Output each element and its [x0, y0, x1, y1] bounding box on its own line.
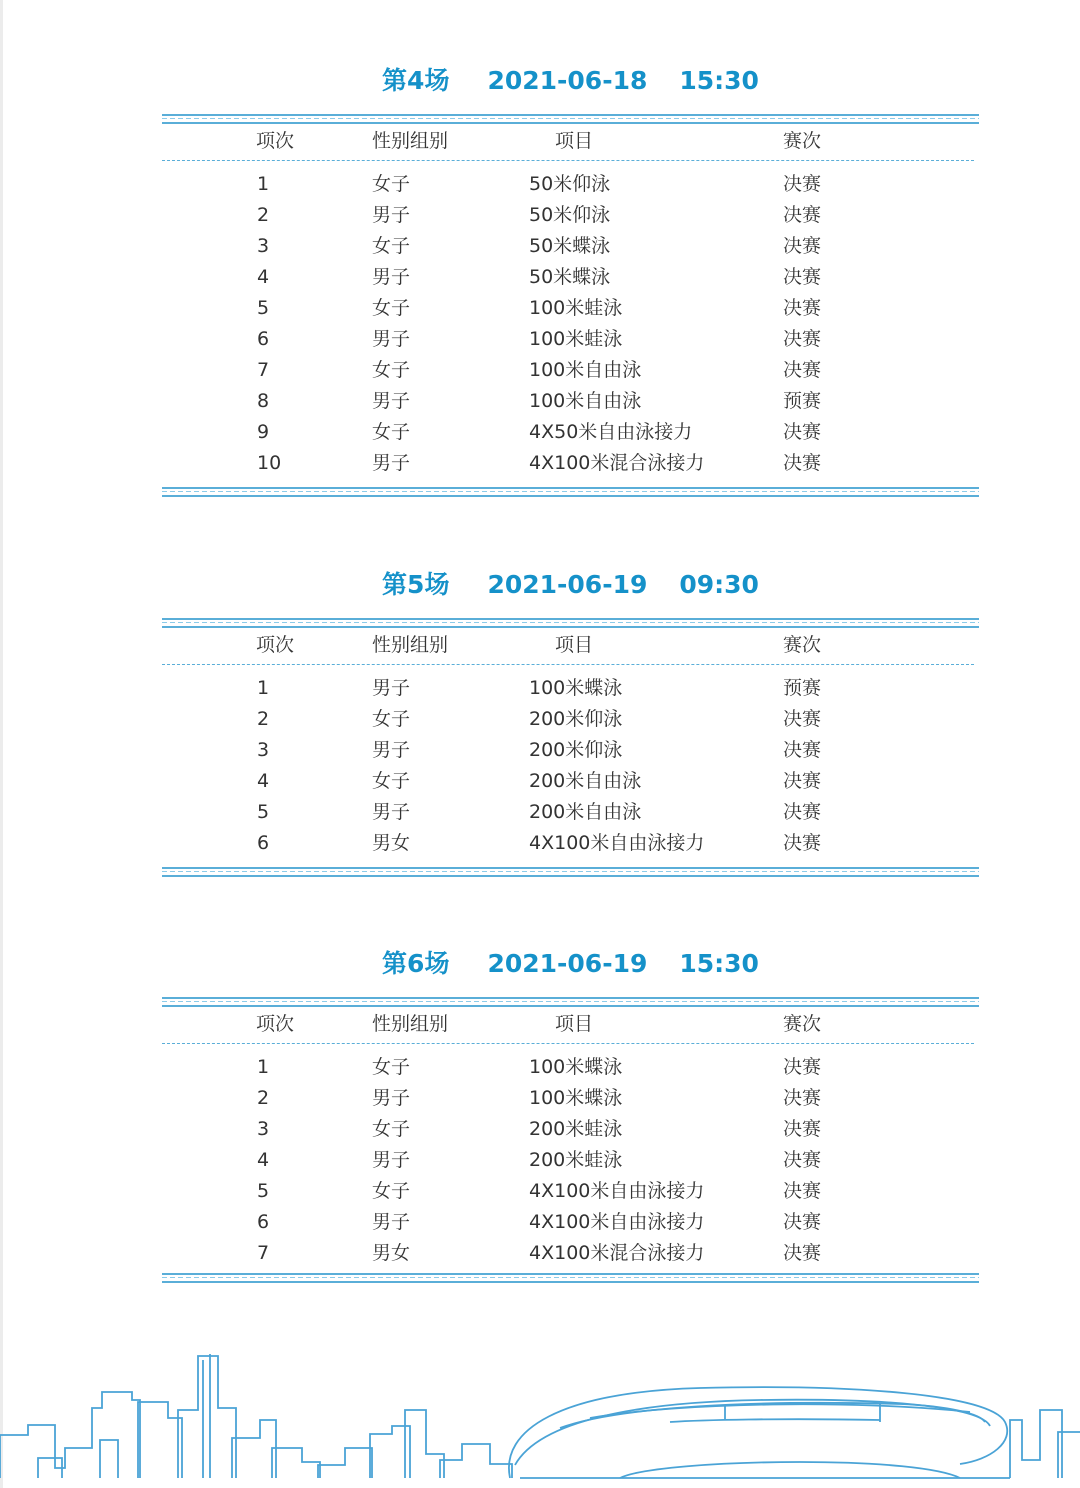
- cell-gender: 女子: [372, 359, 411, 381]
- cell-no: 7: [257, 359, 270, 381]
- table-row: [162, 1052, 979, 1083]
- cell-round: 决赛: [783, 1056, 822, 1078]
- page-edge: [0, 0, 3, 1488]
- cell-round: 决赛: [783, 1211, 822, 1233]
- cell-event: 4X100米自由泳接力: [529, 1211, 705, 1233]
- cell-event: 50米蝶泳: [529, 266, 611, 288]
- session-date: 2021-06-18: [487, 66, 648, 95]
- table-row: [162, 735, 979, 766]
- cell-gender: 男子: [372, 677, 411, 699]
- cell-round: 决赛: [783, 1118, 822, 1140]
- cell-round: 预赛: [783, 677, 822, 699]
- cell-gender: 男子: [372, 266, 411, 288]
- table-row: [162, 231, 979, 262]
- cell-event: 4X50米自由泳接力: [529, 421, 693, 443]
- cell-no: 1: [257, 677, 270, 699]
- table-top-rule: [162, 997, 979, 1007]
- header-gender: 性别组别: [372, 1013, 449, 1035]
- header-round: 赛次: [783, 1013, 822, 1035]
- table-bottom-rule: [162, 867, 979, 877]
- table-row: [162, 1207, 979, 1238]
- cell-event: 100米自由泳: [529, 390, 642, 412]
- session-name: 第5场: [382, 570, 450, 599]
- cell-round: 决赛: [783, 801, 822, 823]
- session-date: 2021-06-19: [487, 949, 648, 978]
- session-block: [162, 942, 979, 1282]
- table-row: [162, 355, 979, 386]
- table-row: [162, 673, 979, 704]
- cell-round: 决赛: [783, 1180, 822, 1202]
- cell-no: 5: [257, 1180, 270, 1202]
- table-row: [162, 386, 979, 417]
- header-divider: [162, 160, 974, 161]
- cell-gender: 女子: [372, 1118, 411, 1140]
- table-row: [162, 1145, 979, 1176]
- cell-gender: 男子: [372, 328, 411, 350]
- cell-event: 4X100米混合泳接力: [529, 452, 705, 474]
- cell-round: 决赛: [783, 1087, 822, 1109]
- session-time: 15:30: [679, 66, 759, 95]
- table-bottom-rule: [162, 487, 979, 497]
- table-header: [162, 630, 979, 661]
- cell-event: 100米蛙泳: [529, 328, 623, 350]
- header-gender: 性别组别: [372, 634, 449, 656]
- cell-round: 决赛: [783, 1242, 822, 1264]
- session-name: 第4场: [382, 66, 450, 95]
- table-row: [162, 417, 979, 448]
- cell-no: 10: [257, 452, 282, 474]
- header-no: 项次: [256, 130, 295, 152]
- table-header: [162, 126, 979, 157]
- header-no: 项次: [256, 634, 295, 656]
- cell-event: 50米仰泳: [529, 204, 611, 226]
- cell-round: 决赛: [783, 297, 822, 319]
- session-date: 2021-06-19: [487, 570, 648, 599]
- cell-gender: 男子: [372, 452, 411, 474]
- cell-gender: 男女: [372, 832, 411, 854]
- table-top-rule: [162, 618, 979, 628]
- cell-event: 200米仰泳: [529, 739, 623, 761]
- session-name: 第6场: [382, 949, 450, 978]
- header-event: 项目: [555, 634, 594, 656]
- cell-round: 预赛: [783, 390, 822, 412]
- cell-event: 4X100米混合泳接力: [529, 1242, 705, 1264]
- header-event: 项目: [555, 1013, 594, 1035]
- table-row: [162, 1083, 979, 1114]
- cell-no: 1: [257, 1056, 270, 1078]
- table-row: [162, 262, 979, 293]
- table-row: [162, 448, 979, 479]
- header-round: 赛次: [783, 634, 822, 656]
- cell-event: 50米仰泳: [529, 173, 611, 195]
- session-time: 09:30: [679, 570, 759, 599]
- cell-event: 200米仰泳: [529, 708, 623, 730]
- cell-event: 4X100米自由泳接力: [529, 832, 705, 854]
- cell-no: 4: [257, 266, 270, 288]
- cell-round: 决赛: [783, 1149, 822, 1171]
- table-header: [162, 1009, 979, 1040]
- cell-no: 2: [257, 708, 270, 730]
- stadium: [509, 1387, 1010, 1478]
- cell-event: 200米蛙泳: [529, 1118, 623, 1140]
- cell-round: 决赛: [783, 359, 822, 381]
- cell-gender: 女子: [372, 770, 411, 792]
- cell-round: 决赛: [783, 235, 822, 257]
- cell-round: 决赛: [783, 266, 822, 288]
- cell-no: 2: [257, 204, 270, 226]
- cell-no: 7: [257, 1242, 270, 1264]
- table-row: [162, 766, 979, 797]
- table-row: [162, 797, 979, 828]
- cell-no: 1: [257, 173, 270, 195]
- cell-event: 100米蝶泳: [529, 1056, 623, 1078]
- cell-round: 决赛: [783, 328, 822, 350]
- table-row: [162, 704, 979, 735]
- skyline-illustration: [0, 1330, 1080, 1488]
- cell-gender: 男子: [372, 801, 411, 823]
- header-event: 项目: [555, 130, 594, 152]
- session-block: [162, 59, 979, 499]
- cell-gender: 女子: [372, 297, 411, 319]
- cell-gender: 男子: [372, 1087, 411, 1109]
- cell-no: 6: [257, 1211, 270, 1233]
- city-buildings: [0, 1354, 1080, 1478]
- header-round: 赛次: [783, 130, 822, 152]
- session-title: [162, 563, 979, 607]
- session-title: [162, 942, 979, 986]
- header-no: 项次: [256, 1013, 295, 1035]
- table-row: [162, 1176, 979, 1207]
- cell-no: 3: [257, 1118, 270, 1140]
- cell-round: 决赛: [783, 708, 822, 730]
- cell-round: 决赛: [783, 421, 822, 443]
- cell-round: 决赛: [783, 204, 822, 226]
- table-row: [162, 200, 979, 231]
- cell-gender: 男子: [372, 1149, 411, 1171]
- cell-no: 5: [257, 801, 270, 823]
- cell-no: 4: [257, 1149, 270, 1171]
- cell-event: 100米自由泳: [529, 359, 642, 381]
- cell-event: 200米自由泳: [529, 770, 642, 792]
- table-row: [162, 1114, 979, 1145]
- cell-event: 200米蛙泳: [529, 1149, 623, 1171]
- header-divider: [162, 664, 974, 665]
- cell-no: 4: [257, 770, 270, 792]
- cell-no: 6: [257, 328, 270, 350]
- cell-no: 3: [257, 739, 270, 761]
- table-top-rule: [162, 114, 979, 124]
- session-time: 15:30: [679, 949, 759, 978]
- cell-gender: 女子: [372, 173, 411, 195]
- table-bottom-rule: [162, 1273, 979, 1283]
- table-row: [162, 169, 979, 200]
- cell-gender: 女子: [372, 421, 411, 443]
- session-title: [162, 59, 979, 103]
- cell-event: 4X100米自由泳接力: [529, 1180, 705, 1202]
- cell-no: 6: [257, 832, 270, 854]
- cell-no: 3: [257, 235, 270, 257]
- cell-round: 决赛: [783, 739, 822, 761]
- cell-gender: 女子: [372, 708, 411, 730]
- table-row: [162, 324, 979, 355]
- cell-gender: 女子: [372, 235, 411, 257]
- header-divider: [162, 1043, 974, 1044]
- cell-event: 50米蝶泳: [529, 235, 611, 257]
- cell-gender: 男女: [372, 1242, 411, 1264]
- cell-round: 决赛: [783, 173, 822, 195]
- session-block: [162, 563, 979, 877]
- cell-gender: 男子: [372, 390, 411, 412]
- cell-round: 决赛: [783, 770, 822, 792]
- cell-no: 2: [257, 1087, 270, 1109]
- cell-event: 200米自由泳: [529, 801, 642, 823]
- cell-event: 100米蛙泳: [529, 297, 623, 319]
- cell-gender: 男子: [372, 204, 411, 226]
- cell-gender: 男子: [372, 1211, 411, 1233]
- header-gender: 性别组别: [372, 130, 449, 152]
- cell-event: 100米蝶泳: [529, 677, 623, 699]
- cell-gender: 男子: [372, 739, 411, 761]
- cell-no: 8: [257, 390, 270, 412]
- table-row: [162, 828, 979, 859]
- cell-round: 决赛: [783, 452, 822, 474]
- cell-no: 9: [257, 421, 270, 443]
- cell-event: 100米蝶泳: [529, 1087, 623, 1109]
- cell-gender: 女子: [372, 1180, 411, 1202]
- table-row: [162, 293, 979, 324]
- cell-round: 决赛: [783, 832, 822, 854]
- cell-no: 5: [257, 297, 270, 319]
- table-row: [162, 1238, 979, 1269]
- cell-gender: 女子: [372, 1056, 411, 1078]
